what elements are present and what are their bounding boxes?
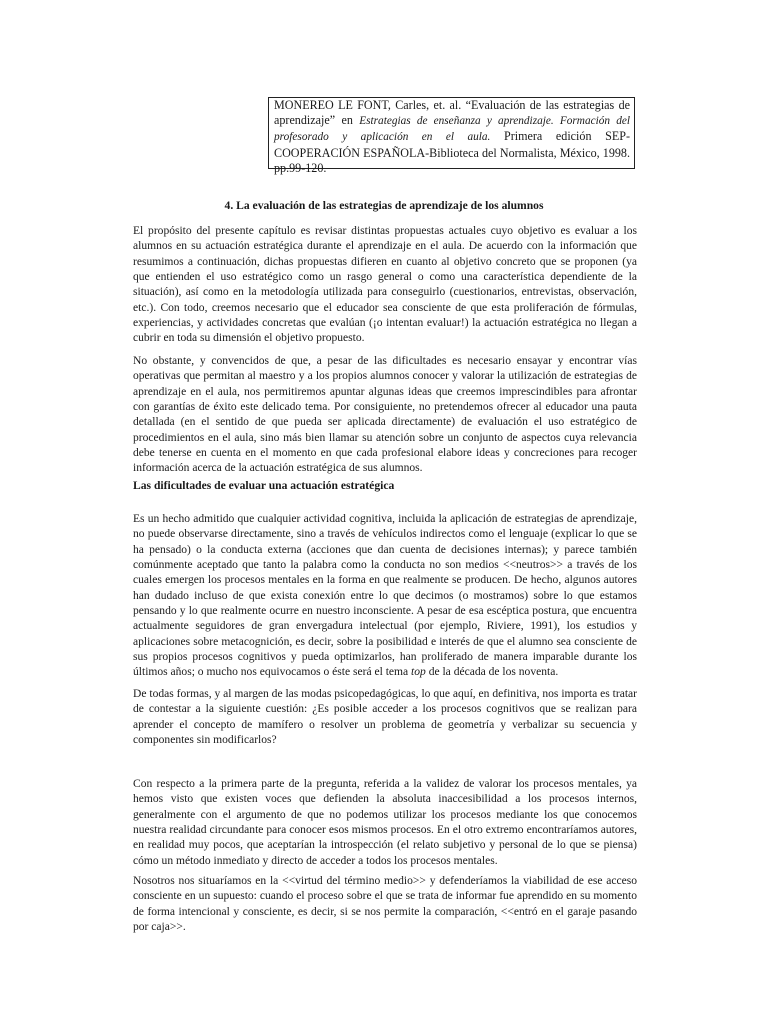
reference-authors: MONEREO LE FONT, Carles, et. al. [274, 98, 462, 112]
paragraph-4: De todas formas, y al margen de las modas psicopedagógicas, lo que aquí, en definitiva, nos importa es tratar de contestar a la siguiente cuestión: ¿Es posible acceder a los procesos cognitivos que se realizan para aprender el concepto de mamífero o resolver un problema de geometría y verbalizar su secuencia y componentes sin modificarlos? [133, 688, 637, 747]
reference-in: en [341, 113, 353, 128]
reference-edition: Primera edición SEP-COOPERACIÓN ESPAÑOLA-Biblioteca del Normalista, México, 1998. pp.99-120. [274, 129, 630, 175]
paragraph-3-italic: top [411, 666, 426, 679]
section-title: Las dificultades de evaluar una actuación estratégica [133, 479, 395, 492]
chapter-heading: 4. La evaluación de las estrategias de aprendizaje de los alumnos [224, 199, 544, 212]
paragraph-1: El propósito del presente capítulo es revisar distintas propuestas actuales cuyo objetivo es evaluar a los alumnos en su actuación estratégica durante el aprendizaje en el aula. De acuerdo con la información que resumimos a continuación, dichas propuestas difieren en cuanto al objetivo concreto que se proponen (ya que entienden el uso estratégico como un rasgo general o como una característica dependiente de la situación), así como en la metodología utilizada para conseguirlo (cuestionarios, entrevistas, observación, etc.). Con todo, creemos necesario que el educador sea consciente de que esta proliferación de fórmulas, experiencias, y actividades concretas que evalúan (¡o intentan evaluar!) la actuación estratégica no llegan a cubrir en toda su dimensión el objetivo propuesto. [133, 225, 637, 345]
paragraph-6: Nosotros nos situaríamos en la <<virtud del término medio>> y defenderíamos la viabilidad de ese acceso consciente en un supuesto: cuando el proceso sobre el que se trata de informar fue aprendido en su momento de forma intencional y consciente, es decir, si se nos permite la comparación, <<entró en el garaje pasando por caja>>. [133, 875, 637, 934]
bibliographic-reference-box [268, 97, 635, 175]
paragraph-3 [133, 512, 637, 681]
paragraph-5: Con respecto a la primera parte de la pregunta, referida a la validez de valorar los procesos mentales, ya hemos visto que existen voces que defienden la absoluta inaccesibilidad a los procesos internos, generalmente con el argumento de que no podemos utilizar los procesos mediante los que conocemos nuestra realidad circundante para conocer esos mismos procesos. En el otro extremo encontraríamos autores, en realidad muy pocos, que aceptarían la introspección (el relato subjetivo y personal de lo que se piensa) cómo un método inmediato y directo de acceder a todos los procesos mentales. [133, 778, 637, 867]
paragraph-2: No obstante, y convencidos de que, a pesar de las dificultades es necesario ensayar y encontrar vías operativas que permitan al maestro y a los propios alumnos conocer y valorar la utilización de estrategias de aprendizaje en el aula, nos permitiremos apuntar algunas ideas que creemos imprescindibles para afrontar con garantías de éxito este delicado tema. Por consiguiente, no pretendemos ofrecer al educador una pauta detallada (en el sentido de que pueda ser aplicada directamente) de evaluación el uso estratégico de procedimientos en el aula, sino más bien llamar su atención sobre un conjunto de aspectos cuya relevancia debe tenerse en cuenta en el momento en que cada profesional elabore ideas y concreciones para recoger información acerca de la actuación estratégica de sus alumnos. [133, 355, 637, 475]
paragraph-3-text-a: Es un hecho admitido que cualquier actividad cognitiva, incluida la aplicación de estrategias de aprendizaje, no puede observarse directamente, sino a través de vehículos indirectos como el lenguaje (explicar lo que se ha pensado) o la conducta externa (acciones que dan cuenta de decisiones internas); y parece también comúnmente aceptado que tanto la palabra como la conducta no son medios <<neutros>> a través de los cuales emergen los procesos mentales en la forma en que realmente se producen. De hecho, algunos autores han dudado incluso de que exista conexión entre lo que decimos (o mostramos) sobre lo que estamos pensando y lo que realmente ocurre en nuestro inconsciente. A pesar de esa escéptica postura, que encuentra actualmente seguidores de gran envergadura intelectual (por ejemplo, Riviere, 1991), los estudios y aplicaciones sobre metacognición, es decir, sobre la posibilidad e interés de que el alumno sea consciente de sus propios procesos cognitivos y pueda optimizarlos, han proliferado de manera imparable durante los últimos años; o mucho nos equivocamos o éste será el tema [133, 513, 637, 679]
reference-book-title: Estrategias de enseñanza y aprendizaje. Formación del profesorado y aplicación en el aula. [274, 115, 630, 144]
paragraph-3-text-b: de la década de los noventa. [428, 666, 559, 679]
reference-title: “Evaluación de las estrategias de aprendizaje” [274, 98, 630, 128]
